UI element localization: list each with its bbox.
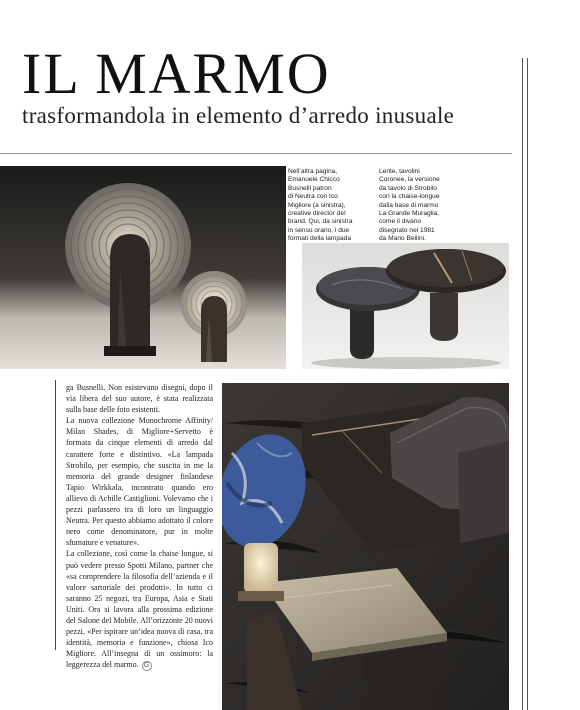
photo-chaise-longue <box>222 383 509 710</box>
page-title: IL MARMO <box>22 41 331 106</box>
margin-rule-1 <box>522 58 523 710</box>
paragraph-1: ga Busnelli. Non esistevano disegni, dopo il via libera del suo autore, è stata realizzata sulla base delle foto esistenti. <box>66 383 213 415</box>
header-divider <box>0 153 512 154</box>
photo-lente-tables <box>302 243 509 369</box>
article-body <box>66 382 213 671</box>
page-subtitle: trasformandola in elemento d’arredo inusuale <box>22 103 455 128</box>
caption-left: Nell’altra pagina, Emanuele Chicco Busnelli patron di Neutra con Ico Migliore (a sinistra), creative director del brand. Qui, da sinistra in senso orario, i due formati della lampada <box>288 168 353 243</box>
body-left-rule <box>55 380 56 650</box>
end-mark-icon: G <box>142 661 152 671</box>
margin-rule-2 <box>527 58 528 710</box>
paragraph-2: La nuova collezione Monochrome Affinity/ Milan Shades, di Migliore+Servetto è formata da cinque elementi di arredo dal carattere forte e distintivo. «La lampada Strobilo, per esempio, che suscita in me la memoria del grande designer finlandese Tapio Wirkkala, incontrato quando ero allievo di Achille Castiglioni. Volevamo che i pezzi parlassero tra di loro un linguaggio Neutra. Per questo abbiamo adottato il colore nero come denominatore, pur in molte sfumature e venature». <box>66 416 213 548</box>
caption-right: Lente, tavolini Coronee, la versione da tavolo di Strobilo con la chaise-longue dalla base di marmo La Grande Muraglia, come il divano disegnato nel 1981 da Mario Bellini. <box>379 168 440 243</box>
photo-strobilo-lamps <box>0 166 286 369</box>
paragraph-3: La collezione, così come la chaise longue, si può vedere presso Spotti Milano, partner che «sa comprendere la filosofia dell’azienda e il valore sartoriale dei prodotti». In tutto ci saranno 25 negozi, tra Europa, Asia e Stati Uniti. Ora si lavora alla prossima edizione del Salone del Mobile. All’orizzonte 20 nuovi pezzi. «Per ispirare un’idea nuova di casa, tra identità, memoria e funzione», chiosa Ico Migliore. All’insegna di un ossimoro: la leggerezza del marmo. G <box>66 549 213 670</box>
